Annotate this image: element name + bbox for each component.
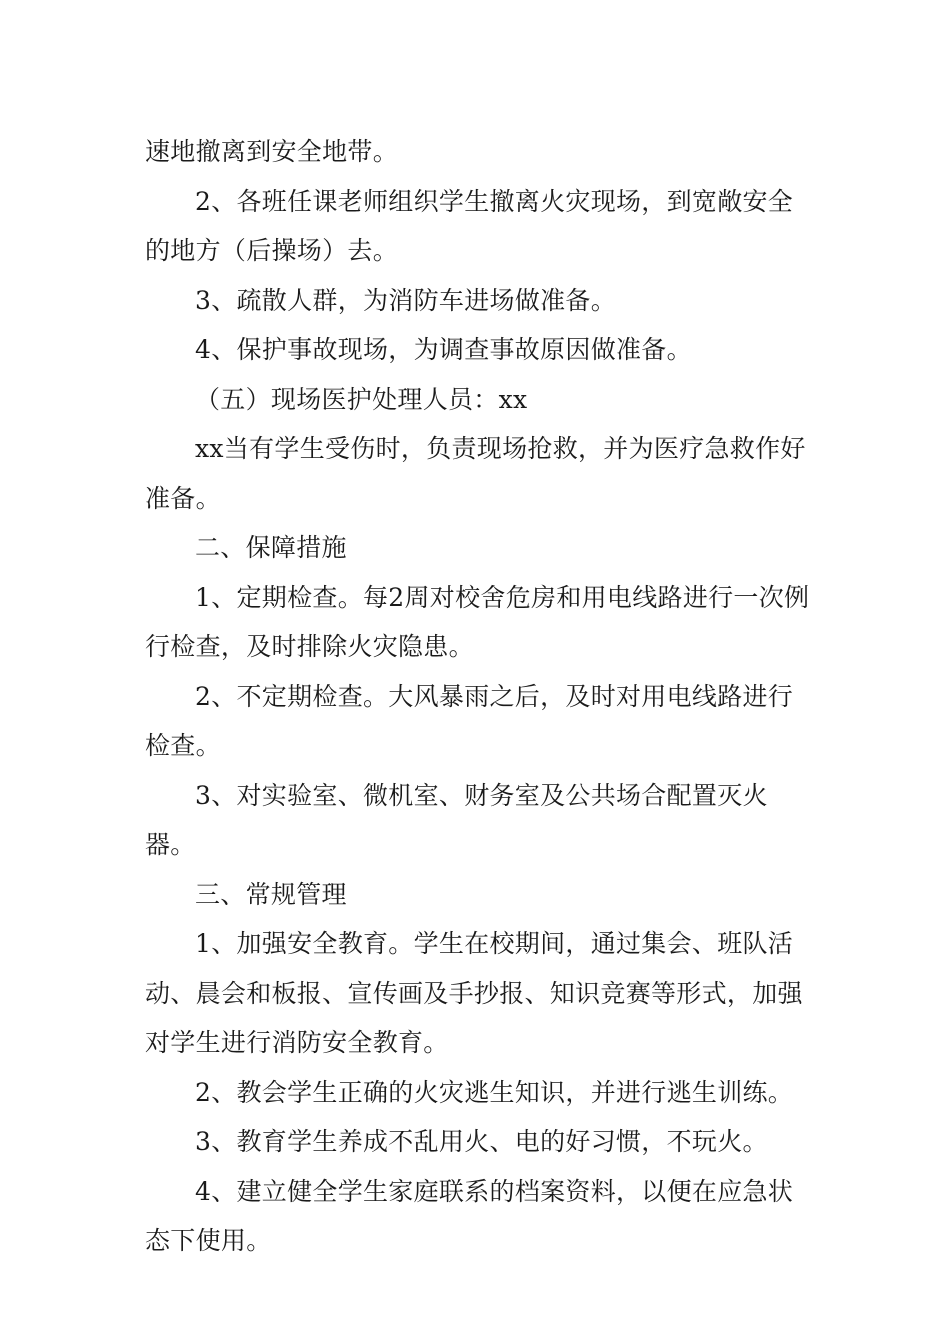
paragraph-item: 3、教育学生养成不乱用火、电的好习惯，不玩火。 (195, 1127, 768, 1156)
paragraph-item: 4、保护事故现场，为调查事故原因做准备。 (195, 335, 692, 364)
section-heading: 二、保障措施 (195, 533, 347, 562)
paragraph-item: 1、加强安全教育。学生在校期间，通过集会、班队活动、晨会和板报、宣传画及手抄报、知识竞赛等形式，加强对学生进行消防安全教育。 (145, 929, 803, 1057)
paragraph-item: 3、疏散人群，为消防车进场做准备。 (195, 285, 617, 315)
paragraph-item: xx当有学生受伤时，负责现场抢救，并为医疗急救作好准备。 (145, 434, 806, 513)
paragraph-item: 2、不定期检查。大风暴雨之后，及时对用电线路进行检查。 (145, 681, 794, 760)
section-subheading: （五）现场医护处理人员：xx (195, 384, 528, 414)
document-body (145, 127, 810, 1266)
paragraph-item: 1、定期检查。每2周对校舍危房和用电线路进行一次例行检查，及时排除火灾隐患。 (145, 582, 810, 661)
paragraph-item: 4、建立健全学生家庭联系的档案资料，以便在应急状态下使用。 (145, 1176, 794, 1255)
paragraph-item: 2、各班任课老师组织学生撤离火灾现场，到宽敞安全的地方（后操场）去。 (145, 186, 794, 265)
paragraph-item: 3、对实验室、微机室、财务室及公共场合配置灭火器。 (145, 780, 768, 859)
paragraph-item: 2、教会学生正确的火灾逃生知识，并进行逃生训练。 (195, 1077, 794, 1107)
paragraph-continuation: 速地撤离到安全地带。 (145, 137, 399, 166)
section-heading: 三、常规管理 (195, 879, 347, 909)
